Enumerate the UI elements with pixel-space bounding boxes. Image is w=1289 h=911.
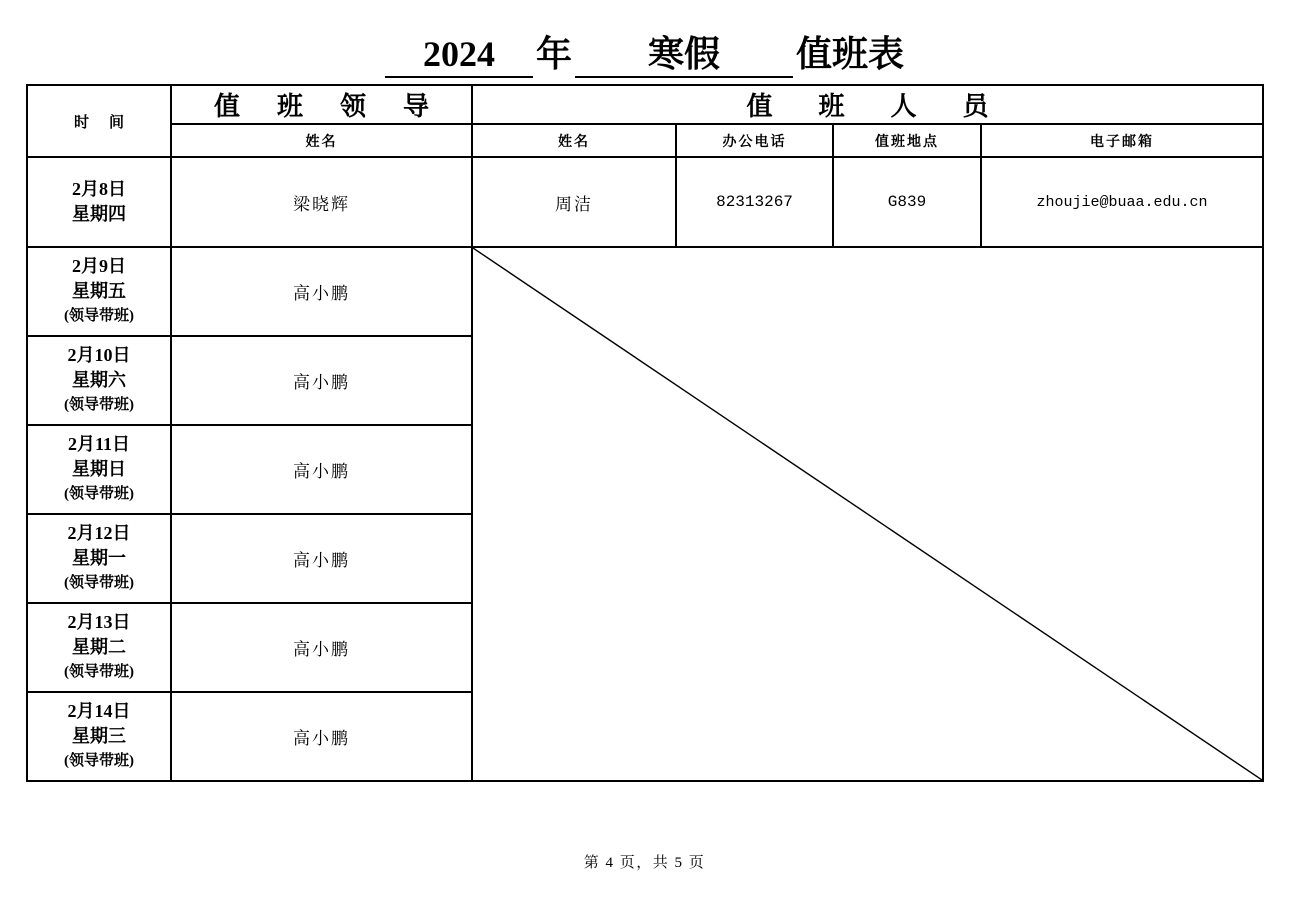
staff-name-cell: 周洁 (472, 157, 676, 247)
date-text: 2月9日 (72, 256, 126, 276)
leader-name-cell: 高小鹏 (171, 336, 472, 425)
date-cell (27, 425, 171, 514)
weekday-text: 星期日 (72, 459, 126, 479)
date-text: 2月8日 (72, 179, 126, 199)
header-duty-location: 值班地点 (833, 124, 981, 157)
header-email: 电子邮箱 (981, 124, 1263, 157)
office-phone-cell: 82313267 (676, 157, 833, 247)
leader-name-cell: 梁晓辉 (171, 157, 472, 247)
date-cell (27, 336, 171, 425)
page-title (0, 34, 1289, 78)
title-year: 2024 (385, 34, 533, 78)
page-footer: 第 4 页，共 5 页 (583, 855, 706, 871)
header-time: 时间 (27, 85, 171, 157)
header-duty-staff-group: 值班人员 (472, 85, 1263, 124)
diagonal-line (473, 248, 1262, 780)
leader-on-duty-note: (领导带班) (64, 308, 134, 324)
header-office-phone: 办公电话 (676, 124, 833, 157)
date-text: 2月11日 (67, 434, 130, 454)
table-header-row-groups (27, 85, 1263, 124)
weekday-text: 星期六 (72, 370, 126, 390)
duty-location-cell: G839 (833, 157, 981, 247)
weekday-text: 星期五 (72, 281, 126, 301)
table-row (27, 247, 1263, 336)
leader-name-cell: 高小鹏 (171, 603, 472, 692)
date-text: 2月12日 (67, 523, 131, 543)
empty-staff-merged-cell (472, 247, 1263, 781)
header-staff-name: 姓名 (472, 124, 676, 157)
leader-name-cell: 高小鹏 (171, 514, 472, 603)
leader-on-duty-note: (领导带班) (64, 575, 134, 591)
date-text: 2月14日 (67, 701, 131, 721)
header-duty-leader-group: 值班领导 (171, 85, 472, 124)
weekday-text: 星期三 (72, 726, 126, 746)
email-cell: zhoujie@buaa.edu.cn (981, 157, 1263, 247)
duty-schedule-table (26, 84, 1264, 782)
leader-name-cell: 高小鹏 (171, 425, 472, 514)
date-text: 2月13日 (67, 612, 131, 632)
leader-name-cell: 高小鹏 (171, 247, 472, 336)
weekday-text: 星期一 (72, 548, 126, 568)
table-header-row-columns (27, 124, 1263, 157)
leader-name-cell: 高小鹏 (171, 692, 472, 781)
leader-on-duty-note: (领导带班) (64, 397, 134, 413)
date-cell (27, 603, 171, 692)
header-leader-name: 姓名 (171, 124, 472, 157)
leader-on-duty-note: (领导带班) (64, 486, 134, 502)
weekday-text: 星期四 (72, 204, 126, 224)
leader-on-duty-note: (领导带班) (64, 753, 134, 769)
table-row (27, 157, 1263, 247)
title-term: 寒假 (575, 34, 793, 78)
date-cell (27, 514, 171, 603)
title-table-label: 值班表 (796, 34, 905, 74)
date-cell (27, 157, 171, 247)
date-text: 2月10日 (67, 345, 131, 365)
date-cell (27, 247, 171, 336)
title-year-label: 年 (535, 34, 572, 74)
leader-on-duty-note: (领导带班) (64, 664, 134, 680)
weekday-text: 星期二 (72, 637, 126, 657)
date-cell (27, 692, 171, 781)
